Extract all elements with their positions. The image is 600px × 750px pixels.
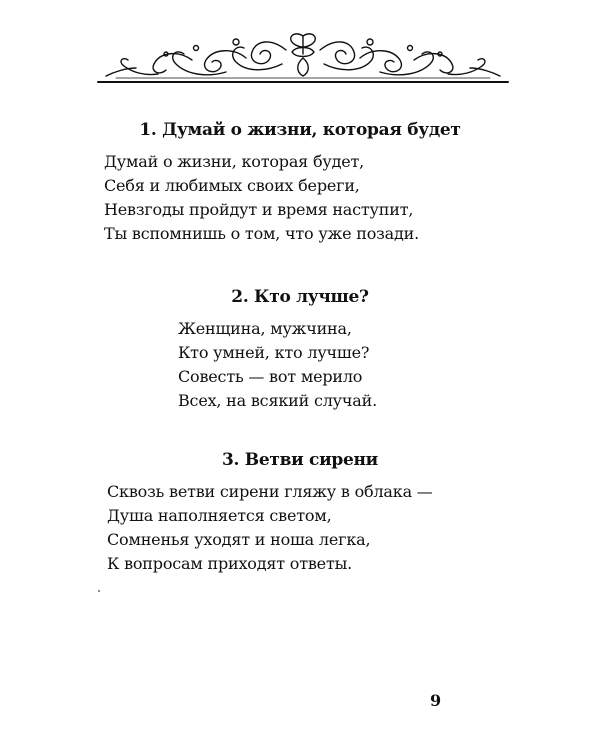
poem-stanza: [80, 317, 520, 413]
poem-stanza: [80, 480, 520, 576]
poem-line: Женщина, мужчина,: [178, 319, 352, 338]
poem-line: Невзгоды пройдут и время наступит,: [104, 200, 414, 219]
poem-line: Всех, на всякий случай.: [178, 391, 377, 410]
poem-title: 2. Кто лучше?: [231, 287, 369, 307]
poem-line: Себя и любимых своих береги,: [104, 176, 360, 195]
poem-1: [80, 120, 520, 246]
poem-line: Ты вспомнишь о том, что уже позади.: [104, 224, 420, 243]
poem-line: Совесть — вот мерило: [178, 367, 363, 386]
poem-line: Кто умней, кто лучше?: [178, 343, 370, 362]
poem-title: 3. Ветви сирени: [222, 450, 378, 470]
poem-line: Душа наполняется светом,: [107, 506, 332, 525]
poem-stanza: [80, 150, 520, 246]
poem-line: К вопросам приходят ответы.: [107, 554, 353, 573]
page-number: 9: [430, 691, 442, 710]
poem-2: [80, 287, 520, 413]
floral-scroll-ornament-icon: [96, 28, 510, 90]
poem-title: 1. Думай о жизни, которая будет: [139, 120, 461, 140]
print-speck: [98, 590, 100, 592]
poem-line: Сомненья уходят и ноша легка,: [107, 530, 371, 549]
poem-3: [80, 450, 520, 576]
poem-line: Думай о жизни, которая будет,: [104, 152, 365, 171]
poem-line: Сквозь ветви сирени гляжу в облака —: [107, 482, 433, 501]
